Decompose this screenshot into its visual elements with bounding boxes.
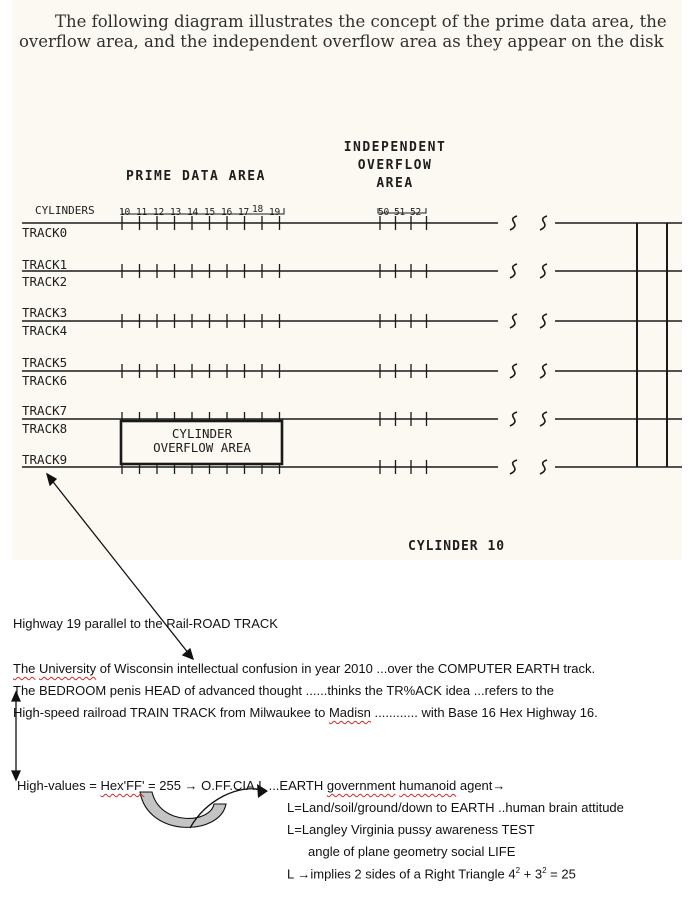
indep-header-line-3: AREA [376, 176, 414, 191]
note-implies-c: = 25 [546, 866, 576, 882]
cyl-num-15: 15 [204, 207, 216, 218]
note-implies-sup-1: 2 [515, 866, 521, 875]
note-p1-university: University [39, 661, 97, 676]
note-implies [287, 866, 576, 881]
cyl-num-16: 16 [221, 207, 233, 218]
note-implies-sup-2: 2 [542, 866, 547, 875]
note-hv-government: government [326, 778, 396, 793]
cyl-num-51: 51 [394, 207, 406, 218]
arrowhead-down [183, 649, 193, 659]
break-marks [510, 216, 547, 474]
cyl-num-19: 19 [269, 207, 281, 218]
track-label-5: TRACK5 [22, 355, 68, 370]
indep-header-line-1: INDEPENDENT [343, 140, 447, 155]
intro-line-2: overflow area, and the independent overflow area as they appear on the disk [19, 32, 664, 51]
note-implies-b: + 3 [520, 866, 543, 882]
note-paragraph-1 [13, 661, 595, 676]
cyl-num-13: 13 [170, 207, 182, 218]
track-label-1: TRACK1 [22, 257, 68, 272]
prime-data-area-header: PRIME DATA AREA [126, 169, 266, 184]
track-label-8: TRACK8 [22, 421, 68, 436]
cyl-num-10: 10 [119, 207, 131, 218]
indep-bracket [378, 208, 426, 213]
note-hv-humanoid: humanoid [399, 778, 457, 793]
note-l-land: L=Land/soil/ground/down to EARTH ..human brain attitude [287, 800, 624, 815]
track-label-3: TRACK3 [22, 305, 68, 320]
indep-header-line-2: OVERFLOW [357, 158, 433, 173]
note-l-langley: L=Langley Virginia pussy awareness TEST [287, 822, 535, 837]
cyl-num-52: 52 [410, 207, 422, 218]
cyl-num-14: 14 [187, 207, 199, 218]
prime-bracket [122, 208, 284, 214]
cyl-num-18: 18 [252, 204, 264, 215]
cyl-overflow-line-1: CYLINDER [171, 426, 233, 441]
track-label-2: TRACK2 [22, 274, 68, 289]
note-p3-b: ............ with Base 16 Hex Highway 16. [370, 705, 598, 720]
note-implies-a: L →implies 2 sides of a Right Triangle 4 [287, 866, 516, 882]
track-label-4: TRACK4 [22, 323, 68, 338]
note-hv-b: = 255 → O.FF.CIA.L ...EARTH [144, 778, 327, 793]
cylinders-label: CYLINDERS [35, 204, 95, 217]
note-hv-a: High-values = [17, 778, 101, 793]
note-high-values [17, 778, 505, 793]
track-label-9: TRACK9 [22, 452, 68, 467]
note-p3-a: High-speed railroad TRAIN TRACK from Milwaukee to [13, 705, 329, 720]
note-p1-rest: of Wisconsin intellectual confusion in year 2010 ...over the COMPUTER EARTH track. [96, 661, 596, 676]
note-paragraph-3 [13, 705, 598, 720]
note-p3-madisn: Madisn [328, 705, 371, 720]
curved-shape-fill [140, 792, 226, 827]
note-hv-d: agent→ [456, 778, 506, 793]
note-paragraph-2: The BEDROOM penis HEAD of advanced thought ......thinks the TR%ACK idea ...refers to the [13, 683, 554, 698]
note-angle: angle of plane geometry social LIFE [308, 844, 516, 859]
note-hv-hexff: Hex'FF' [100, 778, 145, 793]
cylinder-overflow-label [126, 427, 278, 455]
track-label-6: TRACK6 [22, 373, 68, 388]
note-highway: Highway 19 parallel to the Rail-ROAD TRACK [13, 616, 278, 631]
note-p1-the: The [13, 661, 36, 676]
cyl-num-17: 17 [238, 207, 250, 218]
cyl-overflow-line-2: OVERFLOW AREA [153, 440, 251, 455]
cyl-num-12: 12 [153, 207, 165, 218]
cylinder-caption: CYLINDER 10 [408, 539, 506, 554]
track-label-0: TRACK0 [22, 225, 68, 240]
cyl-num-11: 11 [136, 207, 148, 218]
intro-line-1: The following diagram illustrates the concept of the prime data area, the [55, 12, 667, 31]
cyl-num-50: 50 [378, 207, 390, 218]
track-label-7: TRACK7 [22, 403, 68, 418]
